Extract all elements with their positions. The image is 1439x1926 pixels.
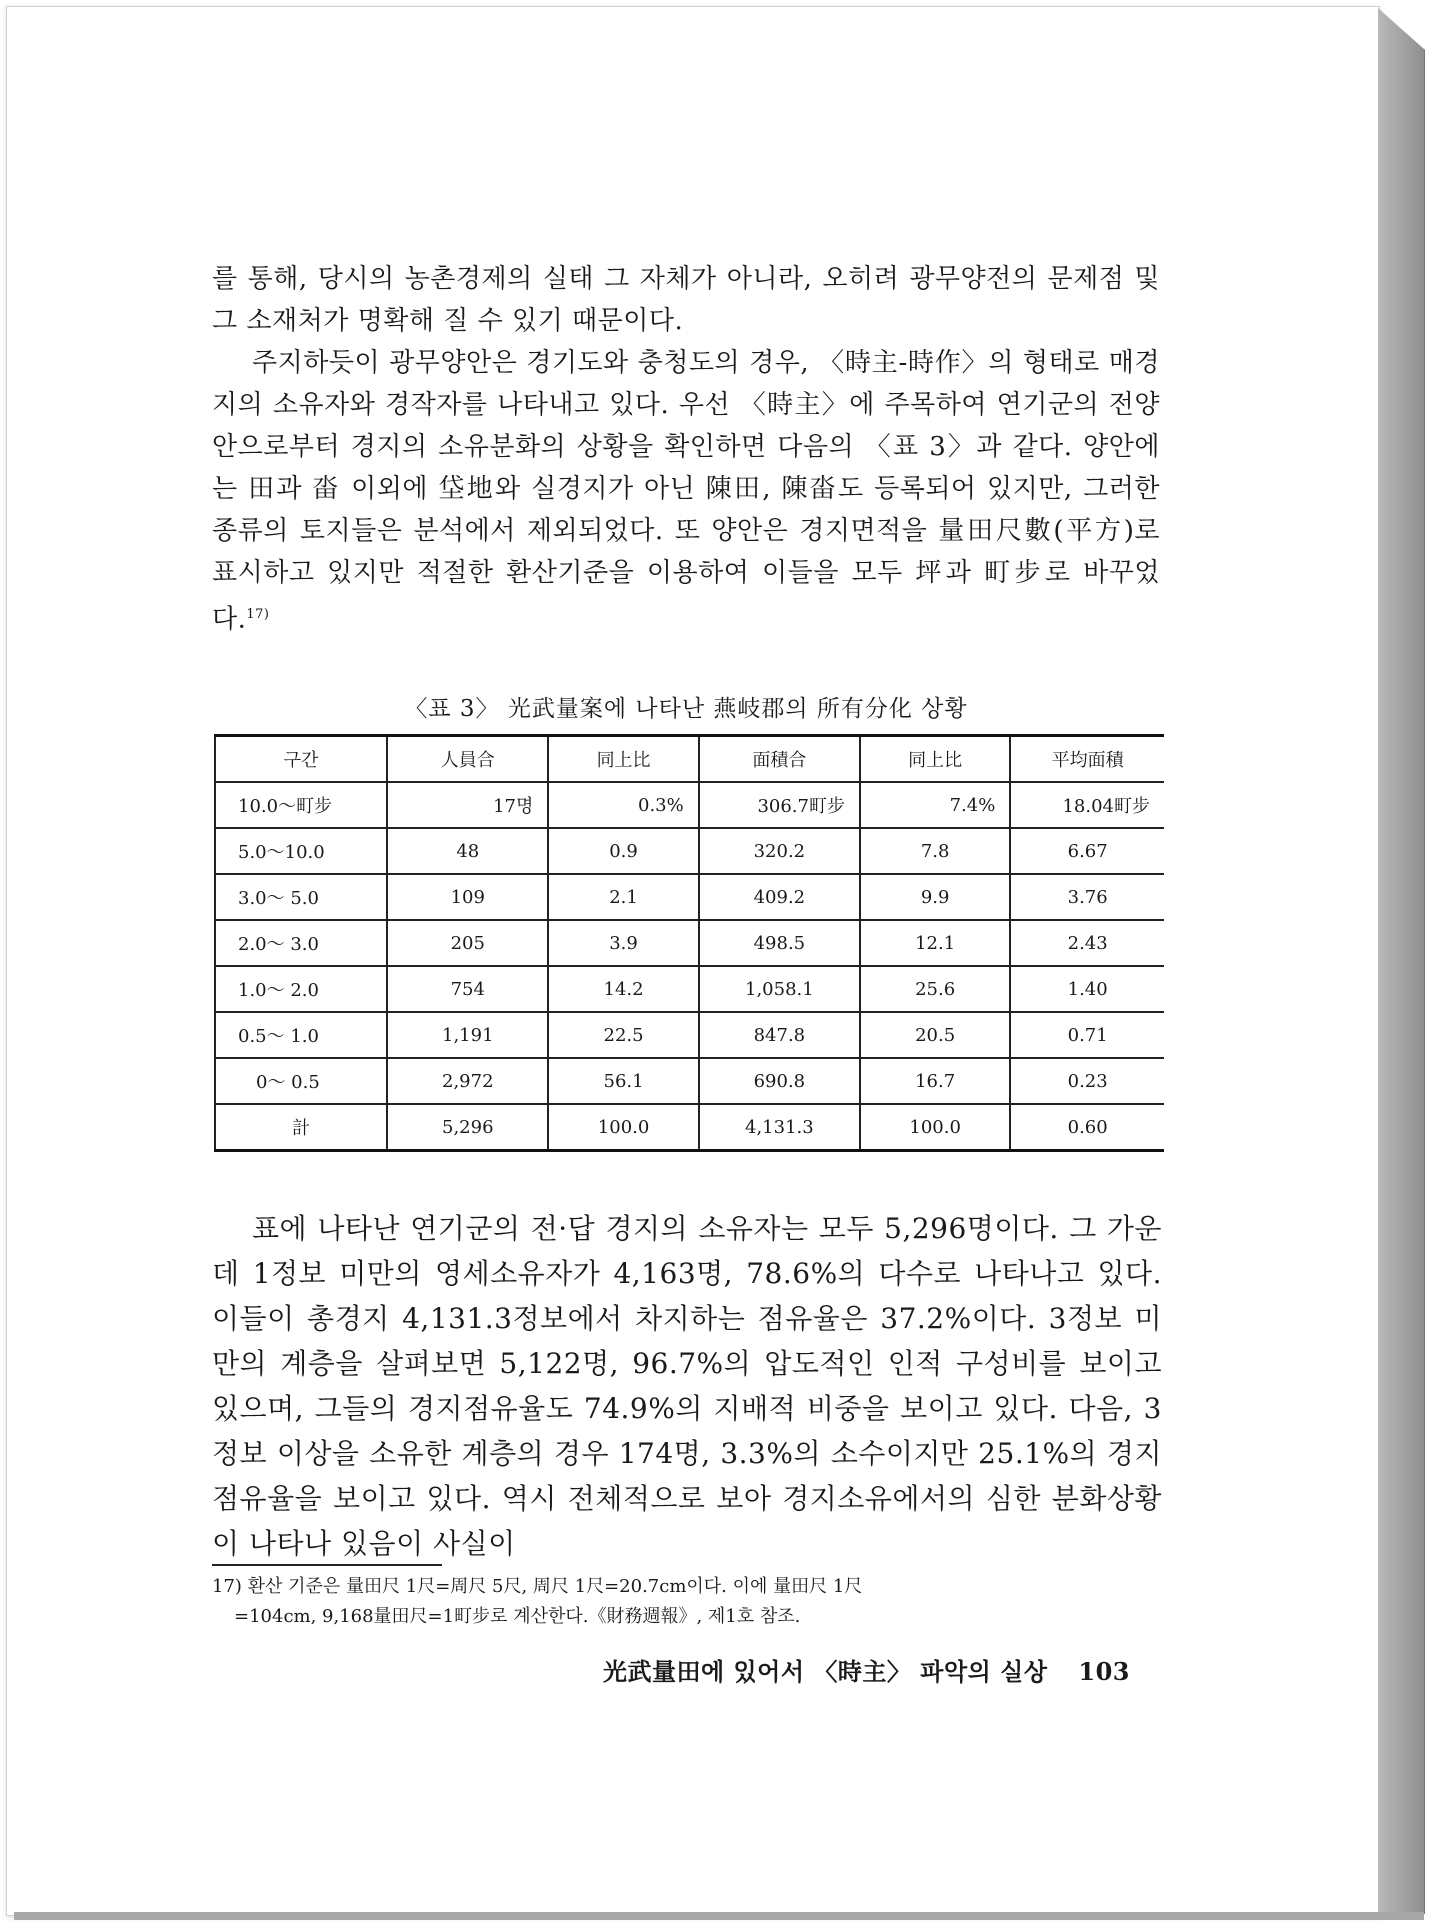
cell-total-area: 4,131.3 — [699, 1104, 860, 1151]
cell-area-ratio: 7.8 — [860, 828, 1010, 874]
footnote — [212, 1572, 1162, 1632]
cell-avg-area: 18.04町步 — [1010, 782, 1164, 828]
cell-range: 0～ 0.5 — [215, 1058, 387, 1104]
cell-area: 690.8 — [699, 1058, 860, 1104]
footnote-ref-17: 17) — [246, 607, 270, 622]
cell-area-ratio: 12.1 — [860, 920, 1010, 966]
cell-persons-ratio: 3.9 — [548, 920, 698, 966]
cell-persons-ratio: 0.9 — [548, 828, 698, 874]
table-row — [215, 828, 1164, 874]
upper-body-text — [212, 258, 1160, 641]
cell-area: 320.2 — [699, 828, 860, 874]
col-header-area-ratio: 同上比 — [860, 736, 1010, 783]
cell-range: 5.0～10.0 — [215, 828, 387, 874]
running-title: 光武量田에 있어서 〈時主〉 파악의 실상 — [602, 1657, 1048, 1686]
cell-total-persons: 5,296 — [387, 1104, 548, 1151]
cell-persons: 205 — [387, 920, 548, 966]
cell-area: 847.8 — [699, 1012, 860, 1058]
footnote-line-2: =104cm, 9,168量田尺=1町步로 계산한다.《財務週報》, 제1호 참조. — [234, 1606, 801, 1627]
paragraph-2-text: 주지하듯이 광무양안은 경기도와 충청도의 경우, 〈時主-時作〉의 형태로 매경지의 소유자와 경작자를 나타내고 있다. 우선 〈時主〉에 주목하여 연기군의 전양안으로부터 경지의 소유분화의 상황을 확인하면 다음의 〈표 3〉과 같다. 양안에는 田과 畓 이외에 垈地와 실경지가 아닌 陳田, 陳畓도 등록되어 있지만, 그러한 종류의 토지들은 분석에서 제외되었다. 또 양안은 경지면적을 量田尺數(平方)로 표시하고 있지만 적절한 환산기준을 이용하여 이들을 모두 坪과 町步로 바꾸었다. — [212, 348, 1160, 635]
cell-persons: 48 — [387, 828, 548, 874]
cell-persons: 1,191 — [387, 1012, 548, 1058]
cell-range: 3.0～ 5.0 — [215, 874, 387, 920]
cell-persons-ratio: 22.5 — [548, 1012, 698, 1058]
table-row — [215, 782, 1164, 828]
cell-persons: 2,972 — [387, 1058, 548, 1104]
col-header-area: 面積合 — [699, 736, 860, 783]
cell-persons-ratio: 2.1 — [548, 874, 698, 920]
page-bottom-edge — [14, 1912, 1424, 1920]
lower-body-text — [212, 1206, 1162, 1566]
table-row — [215, 1012, 1164, 1058]
footnote-divider — [212, 1564, 442, 1566]
cell-persons: 17명 — [387, 782, 548, 828]
cell-persons: 109 — [387, 874, 548, 920]
cell-range: 2.0～ 3.0 — [215, 920, 387, 966]
cell-area: 498.5 — [699, 920, 860, 966]
cell-persons: 754 — [387, 966, 548, 1012]
table-row — [215, 874, 1164, 920]
cell-total-label: 計 — [215, 1104, 387, 1151]
cell-area: 409.2 — [699, 874, 860, 920]
cell-area-ratio: 25.6 — [860, 966, 1010, 1012]
col-header-range: 구간 — [215, 736, 387, 783]
table-row — [215, 1058, 1164, 1104]
cell-range: 10.0～町步 — [215, 782, 387, 828]
cell-persons-ratio: 56.1 — [548, 1058, 698, 1104]
cell-persons-ratio: 0.3% — [548, 782, 698, 828]
cell-avg-area: 3.76 — [1010, 874, 1164, 920]
ownership-table — [214, 734, 1164, 1152]
cell-persons-ratio: 14.2 — [548, 966, 698, 1012]
cell-area: 1,058.1 — [699, 966, 860, 1012]
cell-range: 0.5～ 1.0 — [215, 1012, 387, 1058]
col-header-persons: 人員合 — [387, 736, 548, 783]
running-footer — [212, 1652, 1130, 1687]
table-row — [215, 966, 1164, 1012]
cell-area-ratio: 16.7 — [860, 1058, 1010, 1104]
page-number: 103 — [1078, 1657, 1130, 1686]
table-row — [215, 920, 1164, 966]
paragraph-1: 를 통해, 당시의 농촌경제의 실태 그 자체가 아니라, 오히려 광무양전의 문제점 및 그 소재처가 명확해 질 수 있기 때문이다. — [212, 264, 1160, 336]
paragraph-2 — [212, 342, 1160, 641]
col-header-avg-area: 平均面積 — [1010, 736, 1164, 783]
col-header-persons-ratio: 同上比 — [548, 736, 698, 783]
cell-total-avg-area: 0.60 — [1067, 1116, 1108, 1138]
cell-total-persons-ratio: 100.0 — [548, 1104, 698, 1151]
paragraph-3: 표에 나타난 연기군의 전·답 경지의 소유자는 모두 5,296명이다. 그 가운데 1정보 미만의 영세소유자가 4,163명, 78.6%의 다수로 나타나고 있다. 이들이 총경지 4,131.3정보에서 차지하는 점유율은 37.2%이다. 3정보 미만의 계층을 살펴보면 5,122명, 96.7%의 압도적인 인적 구성비를 보이고 있으며, 그들의 경지점유율도 74.9%의 지배적 비중을 보이고 있다. 다음, 3정보 이상을 소유한 계층의 경우 174명, 3.3%의 소수이지만 25.1%의 경지점유율을 보이고 있다. 역시 전체적으로 보아 경지소유에서의 심한 분화상황이 나타나 있음이 사실이 — [212, 1212, 1162, 1560]
table-caption: 〈표 3〉 光武量案에 나타난 燕岐郡의 所有分化 상황 — [404, 696, 968, 722]
page-edge — [1378, 8, 1425, 1914]
cell-avg-area: 2.43 — [1010, 920, 1164, 966]
cell-area-ratio: 20.5 — [860, 1012, 1010, 1058]
cell-total-area-ratio: 100.0 — [860, 1104, 1010, 1151]
table-total-row — [215, 1104, 1164, 1151]
cell-avg-area: 6.67 — [1010, 828, 1164, 874]
table-header-row — [215, 736, 1164, 783]
cell-range: 1.0～ 2.0 — [215, 966, 387, 1012]
cell-avg-area: 1.40 — [1010, 966, 1164, 1012]
cell-area-ratio: 7.4% — [860, 782, 1010, 828]
cell-area: 306.7町步 — [699, 782, 860, 828]
footnote-line-1: 17) 환산 기준은 量田尺 1尺=周尺 5尺, 周尺 1尺=20.7cm이다. 이에 量田尺 1尺 — [212, 1576, 863, 1597]
cell-avg-area: 0.23 — [1010, 1058, 1164, 1104]
cell-avg-area: 0.71 — [1010, 1012, 1164, 1058]
cell-area-ratio: 9.9 — [860, 874, 1010, 920]
